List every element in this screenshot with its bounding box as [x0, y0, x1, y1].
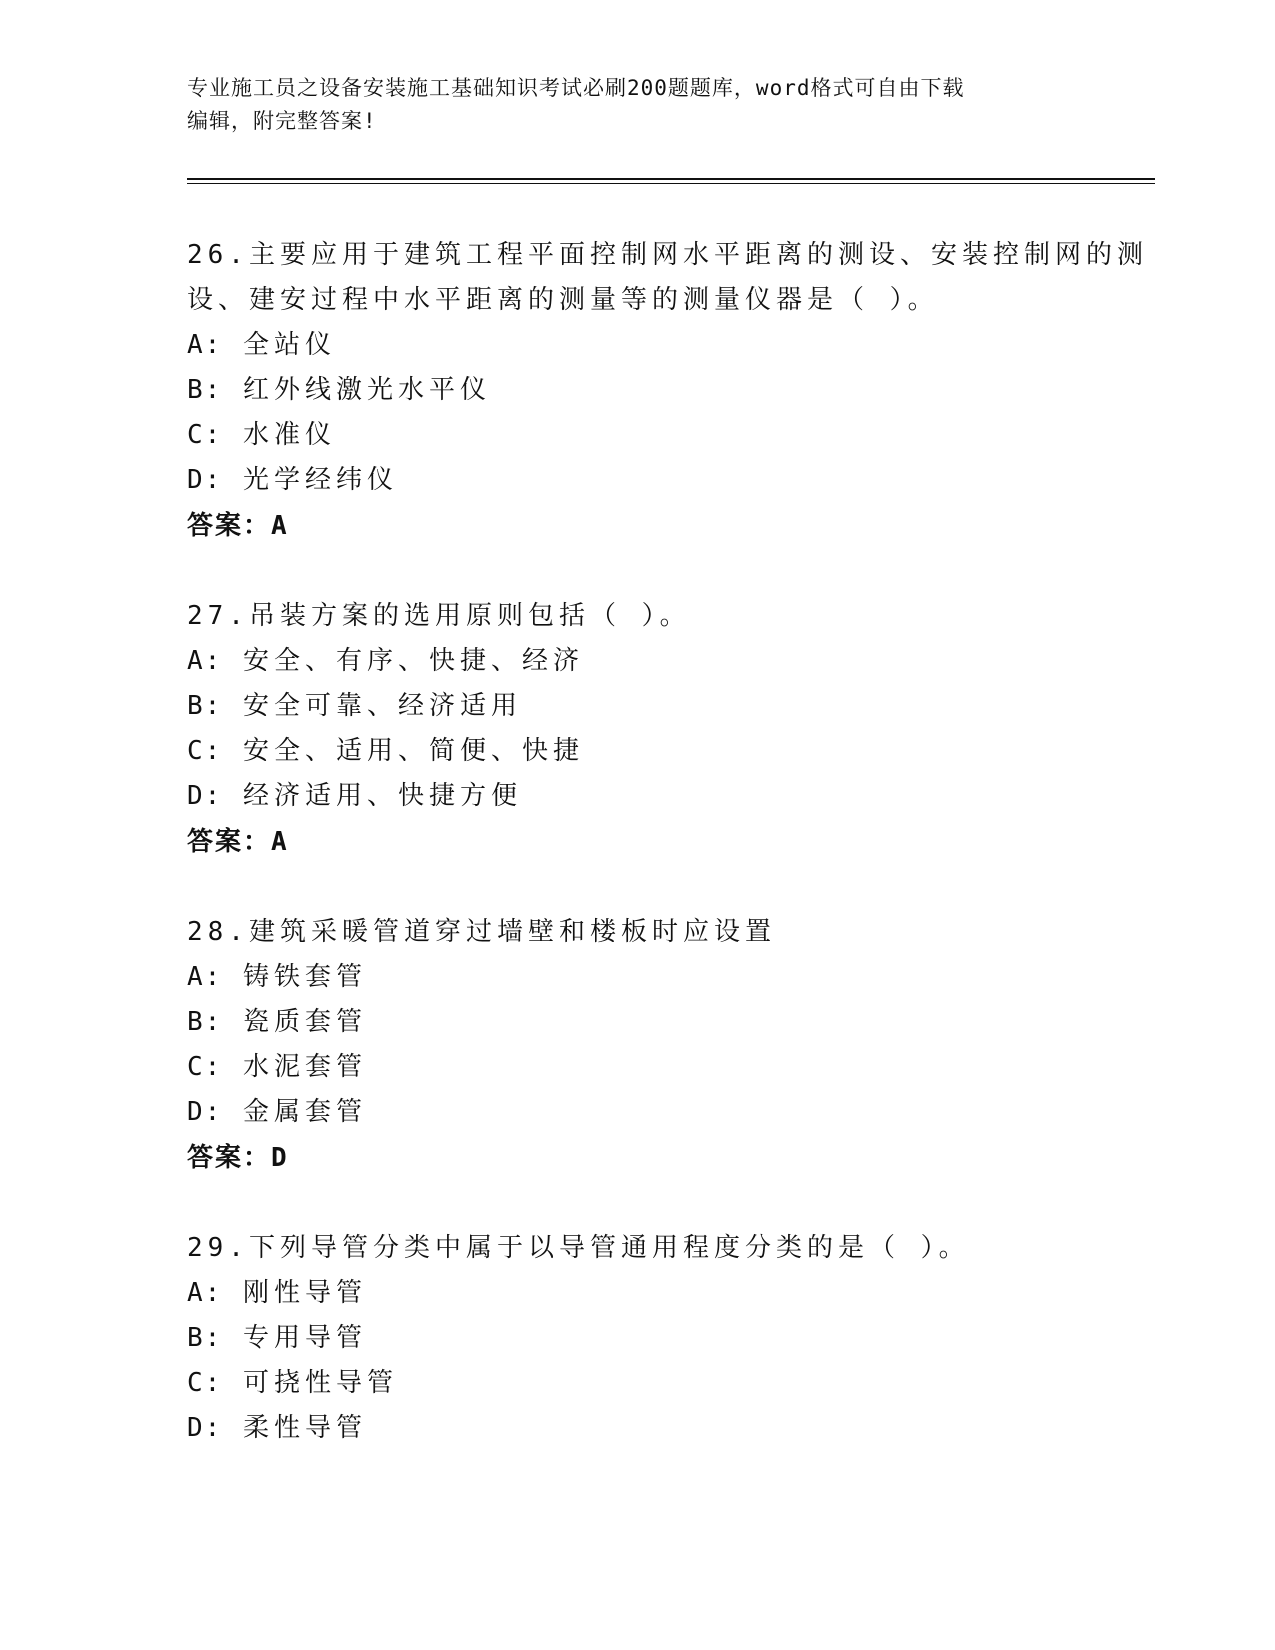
- question-text: 29.下列导管分类中属于以导管通用程度分类的是（ ）。: [187, 1233, 970, 1263]
- option-text: 全站仪: [242, 330, 336, 360]
- header-divider-thick: [187, 178, 1155, 180]
- header-divider-thin: [187, 183, 1155, 184]
- option-c: [187, 1361, 1087, 1406]
- answer-label: 答案：: [187, 1143, 272, 1173]
- option-key: A:: [187, 330, 223, 360]
- option-key: D:: [187, 465, 223, 495]
- option-text: 红外线激光水平仪: [242, 375, 491, 405]
- question-text: 28.建筑采暖管道穿过墙壁和楼板时应设置: [187, 917, 776, 947]
- option-text: 水准仪: [242, 420, 336, 450]
- option-key: D:: [187, 781, 223, 811]
- option-key: B:: [187, 1007, 223, 1037]
- option-key: A:: [187, 1278, 223, 1308]
- option-text: 水泥套管: [242, 1052, 367, 1082]
- question-text-continued: 设、建安过程中水平距离的测量等的测量仪器是（ ）。: [187, 285, 939, 315]
- option-b: [187, 1000, 1087, 1045]
- answer-line: [187, 819, 1087, 865]
- option-c: [187, 729, 1087, 774]
- option-a: [187, 639, 1087, 684]
- option-key: D:: [187, 1097, 223, 1127]
- option-key: C:: [187, 420, 223, 450]
- question-27: [187, 594, 1087, 865]
- option-d: [187, 774, 1087, 819]
- question-text: 27.吊装方案的选用原则包括（ ）。: [187, 601, 691, 631]
- option-text: 柔性导管: [242, 1413, 367, 1443]
- option-b: [187, 684, 1087, 729]
- option-key: B:: [187, 375, 223, 405]
- answer-label: 答案：: [187, 827, 272, 857]
- option-d: [187, 1090, 1087, 1135]
- question-28: [187, 910, 1087, 1181]
- option-text: 安全、有序、快捷、经济: [242, 646, 584, 676]
- option-b: [187, 1316, 1087, 1361]
- option-text: 专用导管: [242, 1323, 367, 1353]
- answer-line: [187, 1135, 1087, 1181]
- option-text: 经济适用、快捷方便: [242, 781, 522, 811]
- option-text: 安全可靠、经济适用: [242, 691, 522, 721]
- header-line-2: 编辑，附完整答案!: [187, 109, 377, 133]
- option-c: [187, 413, 1087, 458]
- option-text: 瓷质套管: [242, 1007, 367, 1037]
- option-d: [187, 1406, 1087, 1451]
- option-b: [187, 368, 1087, 413]
- option-text: 铸铁套管: [242, 962, 367, 992]
- question-29: [187, 1226, 1087, 1451]
- option-text: 金属套管: [242, 1097, 367, 1127]
- option-text: 光学经纬仪: [242, 465, 398, 495]
- option-a: [187, 1271, 1087, 1316]
- option-key: C:: [187, 736, 223, 766]
- option-key: A:: [187, 962, 223, 992]
- question-text: 26.主要应用于建筑工程平面控制网水平距离的测设、安装控制网的测: [187, 240, 1148, 270]
- answer-line: [187, 503, 1087, 549]
- option-key: B:: [187, 691, 223, 721]
- option-a: [187, 955, 1087, 1000]
- document-header: [187, 72, 1067, 138]
- option-c: [187, 1045, 1087, 1090]
- option-key: C:: [187, 1368, 223, 1398]
- option-text: 刚性导管: [242, 1278, 367, 1308]
- option-key: B:: [187, 1323, 223, 1353]
- option-d: [187, 458, 1087, 503]
- option-text: 安全、适用、简便、快捷: [242, 736, 584, 766]
- header-line-1: 专业施工员之设备安装施工基础知识考试必刷200题题库，word格式可自由下载: [187, 76, 965, 100]
- option-a: [187, 323, 1087, 368]
- option-key: A:: [187, 646, 223, 676]
- option-text: 可挠性导管: [242, 1368, 398, 1398]
- answer-value: A: [271, 511, 289, 541]
- option-key: C:: [187, 1052, 223, 1082]
- question-26: [187, 233, 1148, 549]
- answer-label: 答案：: [187, 511, 272, 541]
- option-key: D:: [187, 1413, 223, 1443]
- answer-value: D: [271, 1143, 289, 1173]
- answer-value: A: [271, 827, 289, 857]
- question-list: [187, 233, 1148, 1496]
